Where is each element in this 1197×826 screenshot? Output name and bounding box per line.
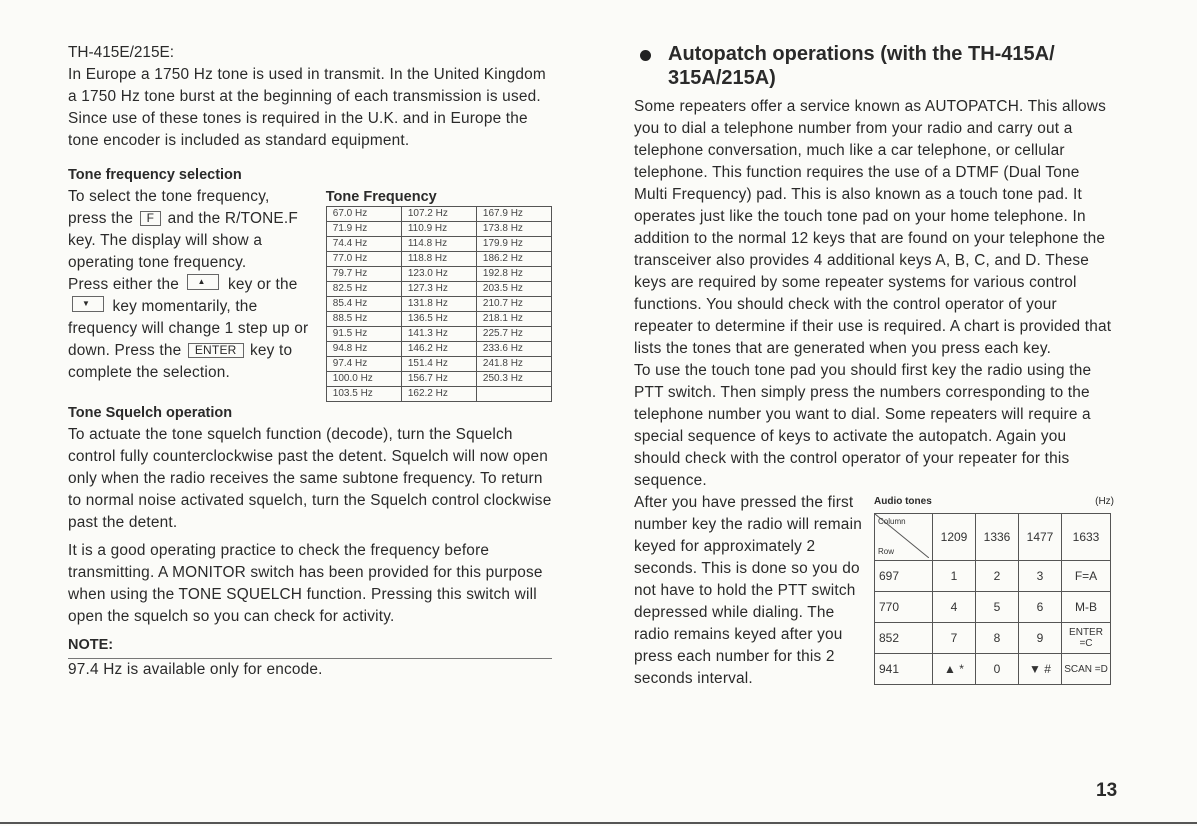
tone-frequency-text	[68, 186, 312, 402]
audio-tones-column-header: 1477	[1019, 514, 1062, 561]
audio-tones-cell: M-B	[1062, 592, 1111, 623]
f-key-label: F	[140, 211, 162, 226]
tone-frequency-cell: 110.9 Hz	[401, 222, 476, 237]
left-column	[68, 42, 552, 681]
audio-tones-cell: ▼ #	[1019, 654, 1062, 685]
audio-tones-column-header: 1336	[976, 514, 1019, 561]
audio-tones-header	[874, 496, 1114, 507]
autopatch-paragraph-3: After you have pressed the first number key the radio will remain keyed for approximately 2 seconds. This is done so you do not have to hold the PTT switch depressed while dialing. The radio remains keyed after you press each number for this 2 seconds interval.	[634, 494, 862, 687]
tone-frequency-row	[326, 207, 551, 222]
autopatch-heading-line2: 315A/215A)	[668, 67, 776, 89]
audio-tones-unit: (Hz)	[1095, 496, 1114, 507]
audio-tones-header-row	[875, 514, 1111, 561]
audio-tones-cell: 7	[933, 623, 976, 654]
model-heading: TH-415E/215E:	[68, 44, 175, 61]
audio-tones-row-header: 941	[875, 654, 933, 685]
instr-part-6: key to complete the selection.	[68, 342, 293, 381]
autopatch-paragraph-1: Some repeaters offer a service known as AUTOPATCH. This allows you to dial a telephone number from your radio and carry out a telephone conversation, much like a car telephone, or cellular telephone. This function requires the use of a DTMF (Dual Tone Multi Frequency) pad. This is also known as a touch tone pad. It operates just like the touch tone pad on your home telephone. In addition to the normal 12 keys that are found on your telephone the transceiver also provides 4 additional keys A, B, C, and D. These keys are required by some repeater systems for various control functions. You should check with the control operator of your repeater to determine if their use is required. A chart is provided that lists the tones that are generated when you press each key.	[634, 98, 1112, 357]
audio-tones-section	[634, 492, 1116, 690]
tone-frequency-cell: 167.9 Hz	[476, 207, 551, 222]
tone-frequency-cell: 118.8 Hz	[401, 252, 476, 267]
autopatch-heading-line1: Autopatch operations (with the TH-415A/	[668, 43, 1055, 65]
page-number: 13	[1096, 780, 1118, 801]
tone-frequency-cell: 107.2 Hz	[401, 207, 476, 222]
tone-frequency-section	[68, 186, 552, 402]
tone-frequency-cell: 233.6 Hz	[476, 342, 551, 357]
tone-frequency-cell: 186.2 Hz	[476, 252, 551, 267]
tone-frequency-cell: 131.8 Hz	[401, 297, 476, 312]
audio-tones-table	[874, 513, 1111, 685]
tone-frequency-cell: 141.3 Hz	[401, 327, 476, 342]
tone-frequency-row	[326, 267, 551, 282]
tone-frequency-step	[68, 274, 312, 384]
tone-frequency-cell: 114.8 Hz	[401, 237, 476, 252]
instr-part-5: key momentarily, the frequency will change 1 step up or down. Press the	[68, 298, 309, 359]
tone-frequency-cell: 127.3 Hz	[401, 282, 476, 297]
tone-frequency-cell: 210.7 Hz	[476, 297, 551, 312]
tone-frequency-table-title: Tone Frequency	[325, 189, 437, 205]
instr-part-3: Press either the	[68, 276, 179, 293]
audio-tones-cell: 8	[976, 623, 1019, 654]
tone-frequency-cell: 88.5 Hz	[326, 312, 401, 327]
tone-frequency-row	[326, 372, 551, 387]
tone-frequency-cell: 203.5 Hz	[476, 282, 551, 297]
tone-frequency-cell: 97.4 Hz	[326, 357, 401, 372]
tone-frequency-cell: 250.3 Hz	[476, 372, 551, 387]
tone-frequency-cell: 67.0 Hz	[326, 207, 401, 222]
tone-frequency-cell: 71.9 Hz	[326, 222, 401, 237]
audio-tones-cell: 3	[1019, 561, 1062, 592]
tone-frequency-cell: 100.0 Hz	[326, 372, 401, 387]
audio-tones-cell: 1	[933, 561, 976, 592]
bullet-icon	[640, 50, 651, 61]
tone-frequency-row	[326, 387, 551, 402]
audio-tones-cell: 4	[933, 592, 976, 623]
tone-frequency-row	[326, 312, 551, 327]
tone-frequency-instructions	[68, 186, 312, 274]
tone-frequency-cell: 103.5 Hz	[326, 387, 401, 402]
tone-squelch-heading: Tone Squelch operation	[68, 405, 233, 421]
audio-tones-cell: 9	[1019, 623, 1062, 654]
tone-frequency-cell: 218.1 Hz	[476, 312, 551, 327]
tone-frequency-cell: 192.8 Hz	[476, 267, 551, 282]
tone-frequency-row	[326, 237, 551, 252]
audio-tones-row-header: 852	[875, 623, 933, 654]
tone-frequency-cell: 74.4 Hz	[326, 237, 401, 252]
tone-frequency-row	[326, 252, 551, 267]
autopatch-paragraph-2: To use the touch tone pad you should first key the radio using the PTT switch. Then simply press the numbers corresponding to the telephone number you want to dial. Some repeaters will require a special sequence of keys to activate the autopatch. Again you should check with the control operator of your repeater for this sequence.	[634, 362, 1092, 489]
up-key-icon: ▲	[187, 274, 219, 290]
audio-tones-cell: 5	[976, 592, 1019, 623]
corner-column-label: Column	[878, 517, 906, 526]
instr-part-2: and the R/TONE.F key. The display will show a operating tone frequency.	[68, 210, 298, 271]
audio-tones-column-header: 1209	[933, 514, 976, 561]
tone-frequency-row	[326, 357, 551, 372]
tone-frequency-cell: 225.7 Hz	[476, 327, 551, 342]
tone-frequency-row	[326, 327, 551, 342]
tone-frequency-cell: 179.9 Hz	[476, 237, 551, 252]
tone-frequency-cell: 146.2 Hz	[401, 342, 476, 357]
tone-frequency-row	[326, 297, 551, 312]
audio-tones-cell: ▲ *	[933, 654, 976, 685]
tone-frequency-table	[326, 206, 552, 402]
tone-frequency-cell: 94.8 Hz	[326, 342, 401, 357]
tone-squelch-paragraph: To actuate the tone squelch function (decode), turn the Squelch control fully counterclockwise past the detent. Squelch will now open only when the radio receives the same subtone frequency. To return to normal noise activated squelch, turn the Squelch control clockwise past the detent.	[68, 426, 552, 531]
audio-tones-cell: 0	[976, 654, 1019, 685]
note-heading: NOTE:	[68, 637, 114, 653]
tone-frequency-cell: 79.7 Hz	[326, 267, 401, 282]
monitor-paragraph: It is a good operating practice to check the frequency before transmitting. A MONITOR switch has been provided for this purpose when using the TONE SQUELCH function. Pressing this switch will open the squelch so you can check for activity.	[68, 542, 543, 625]
right-column	[634, 42, 1116, 690]
audio-tones-cell: ENTER =C	[1062, 623, 1111, 654]
corner-row-label: Row	[878, 547, 895, 556]
audio-tones-cell: SCAN =D	[1062, 654, 1111, 685]
tone-frequency-row	[326, 282, 551, 297]
tone-frequency-cell: 82.5 Hz	[326, 282, 401, 297]
audio-tones-row	[875, 654, 1111, 685]
instr-part-4: key or the	[227, 276, 298, 293]
tone-frequency-row	[326, 222, 551, 237]
note-text: 97.4 Hz is available only for encode.	[68, 661, 323, 678]
tone-frequency-cell	[476, 387, 551, 402]
audio-tones-row-header: 697	[875, 561, 933, 592]
audio-tones-row	[875, 561, 1111, 592]
audio-tones-title: Audio tones	[874, 496, 932, 507]
audio-tones-cell: 6	[1019, 592, 1062, 623]
tone-frequency-cell: 91.5 Hz	[326, 327, 401, 342]
intro-paragraph: In Europe a 1750 Hz tone is used in transmit. In the United Kingdom a 1750 Hz tone burst at the beginning of each transmission is used. Since use of these tones is required in the U.K. and in Europe the tone encoder is included as standard equipment.	[68, 66, 546, 149]
enter-key-label: ENTER	[188, 343, 244, 358]
instr-part-1: To select the tone frequency, press the	[68, 188, 270, 227]
tone-frequency-cell: 77.0 Hz	[326, 252, 401, 267]
autopatch-heading	[634, 42, 1116, 90]
autopatch-paragraph-3-wrap	[634, 492, 866, 690]
audio-tones-row	[875, 592, 1111, 623]
tone-frequency-cell: 123.0 Hz	[401, 267, 476, 282]
audio-tones-cell: 2	[976, 561, 1019, 592]
tone-frequency-cell: 173.8 Hz	[476, 222, 551, 237]
audio-tones-cell: F=A	[1062, 561, 1111, 592]
audio-tones-row-header: 770	[875, 592, 933, 623]
tone-frequency-row	[326, 342, 551, 357]
tone-frequency-cell: 151.4 Hz	[401, 357, 476, 372]
tone-frequency-cell: 156.7 Hz	[401, 372, 476, 387]
audio-tones-corner-cell	[875, 514, 933, 561]
down-key-icon: ▼	[72, 296, 104, 312]
audio-tones-column-header: 1633	[1062, 514, 1111, 561]
tone-frequency-cell: 85.4 Hz	[326, 297, 401, 312]
tone-frequency-cell: 136.5 Hz	[401, 312, 476, 327]
tone-frequency-table-area	[326, 188, 552, 402]
tone-frequency-cell: 162.2 Hz	[401, 387, 476, 402]
audio-tones-row	[875, 623, 1111, 654]
page-bottom-rule	[0, 822, 1197, 824]
tone-frequency-heading: Tone frequency selection	[68, 167, 242, 183]
tone-frequency-cell: 241.8 Hz	[476, 357, 551, 372]
audio-tones-table-area	[874, 496, 1114, 690]
